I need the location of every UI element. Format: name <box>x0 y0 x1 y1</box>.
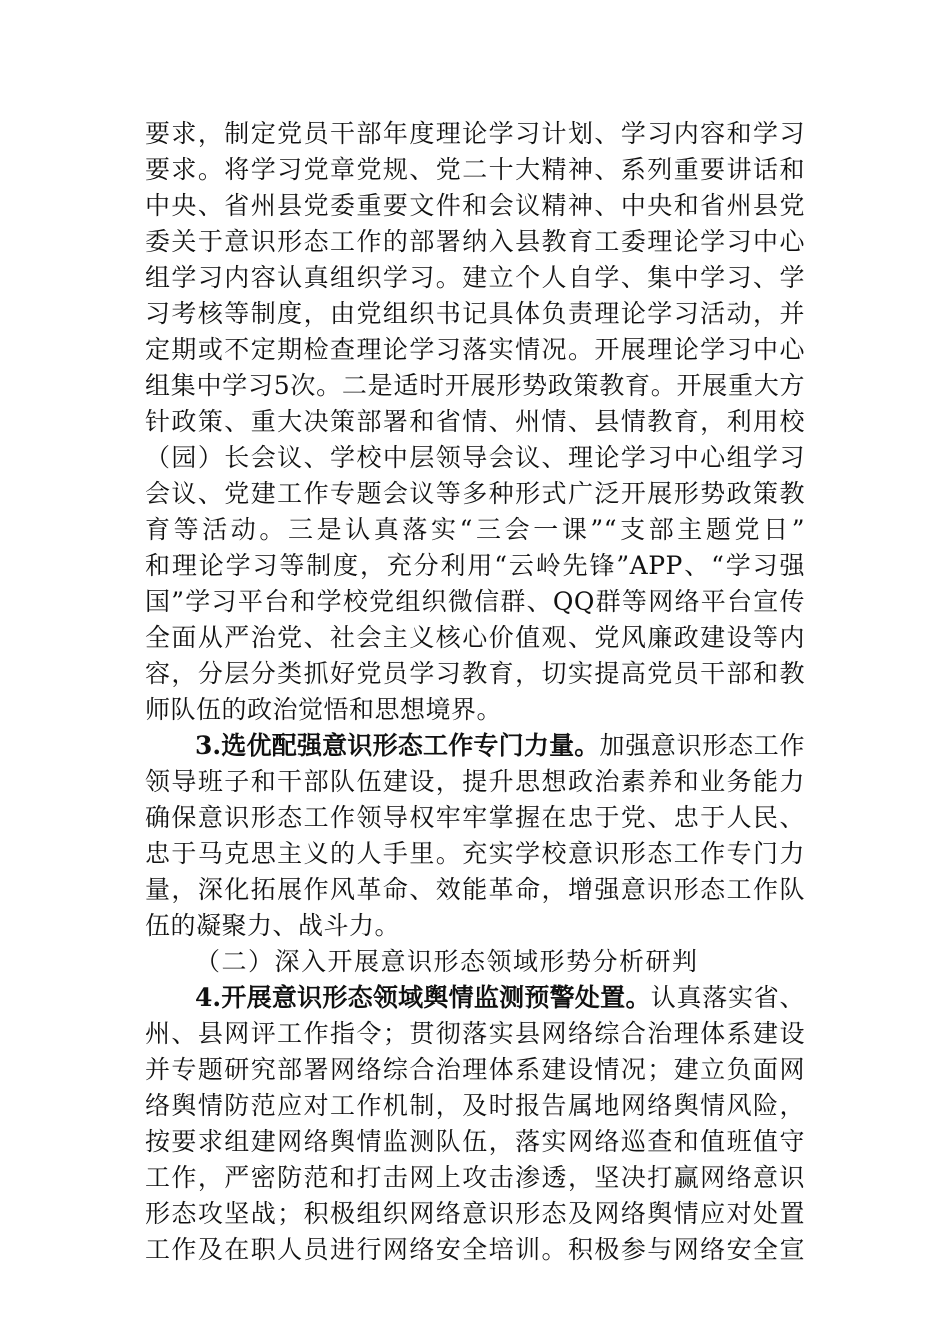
body-text-line: 针政策、重大决策部署和省情、州情、县情教育，利用校 <box>145 407 805 436</box>
body-text-line: 络舆情防范应对工作机制，及时报告属地网络舆情风险， <box>145 1091 805 1120</box>
body-text-line: 伍的凝聚力、战斗力。 <box>145 911 401 940</box>
body-text-line: 组集中学习5次。二是适时开展形势政策教育。开展重大方 <box>145 371 805 400</box>
body-text-line: 师队伍的政治觉悟和思想境界。 <box>145 695 503 724</box>
body-text-line: 委关于意识形态工作的部署纳入县教育工委理论学习中心 <box>145 227 805 256</box>
body-text-line: 组学习内容认真组织学习。建立个人自学、集中学习、学 <box>145 263 805 292</box>
body-text-run: 加强意识形态工作 <box>599 731 805 760</box>
body-text-line: 确保意识形态工作领导权牢牢掌握在忠于党、忠于人民、 <box>145 803 805 832</box>
body-text-line: 要求。将学习党章党规、党二十大精神、系列重要讲话和 <box>145 155 805 184</box>
body-text-line: 工作及在职人员进行网络安全培训。积极参与网络安全宣 <box>145 1235 805 1264</box>
body-text-line: 按要求组建网络舆情监测队伍，落实网络巡查和值班值守 <box>145 1127 805 1156</box>
body-text-line: 容，分层分类抓好党员学习教育，切实提高党员干部和教 <box>145 659 805 688</box>
body-text-line: 中央、省州县党委重要文件和会议精神、中央和省州县党 <box>145 191 805 220</box>
body-text-line: 量，深化拓展作风革命、效能革命，增强意识形态工作队 <box>145 875 805 904</box>
body-text-line: 工作，严密防范和打击网上攻击渗透，坚决打赢网络意识 <box>145 1163 805 1192</box>
body-text-line: 育等活动。三是认真落实“三会一课”“支部主题党日” <box>145 515 805 544</box>
subsection-heading: （二）深入开展意识形态领域形势分析研判 <box>195 947 699 976</box>
body-text-line: 形态攻坚战；积极组织网络意识形态及网络舆情应对处置 <box>145 1199 805 1228</box>
body-text-line: 全面从严治党、社会主义核心价值观、党风廉政建设等内 <box>145 623 805 652</box>
body-text-line: 会议、党建工作专题会议等多种形式广泛开展形势政策教 <box>145 479 805 508</box>
body-text-line: （园）长会议、学校中层领导会议、理论学习中心组学习 <box>145 443 805 472</box>
body-text-line: 忠于马克思主义的人手里。充实学校意识形态工作专门力 <box>145 839 805 868</box>
body-text-line: 并专题研究部署网络综合治理体系建设情况；建立负面网 <box>145 1055 805 1084</box>
body-text-run: 认真落实省、 <box>650 983 805 1012</box>
section-heading: 4.开展意识形态领域舆情监测预警处置。 <box>195 983 651 1012</box>
body-text-line: 领导班子和干部队伍建设，提升思想政治素养和业务能力 <box>145 767 805 796</box>
section-heading-line <box>195 980 805 1016</box>
body-text-line: 习考核等制度，由党组织书记具体负责理论学习活动，并 <box>145 299 805 328</box>
section-heading: 3.选优配强意识形态工作专门力量。 <box>195 731 600 760</box>
body-text-line: 国”学习平台和学校党组织微信群、QQ群等网络平台宣传 <box>145 587 805 616</box>
section-heading-line <box>195 728 805 764</box>
body-text-line: 定期或不定期检查理论学习落实情况。开展理论学习中心 <box>145 335 805 364</box>
body-text-line: 要求，制定党员干部年度理论学习计划、学习内容和学习 <box>145 119 805 148</box>
body-text-line: 州、县网评工作指令；贯彻落实县网络综合治理体系建设 <box>145 1019 805 1048</box>
body-text-line: 和理论学习等制度，充分利用“云岭先锋”APP、“学习强 <box>145 551 805 580</box>
